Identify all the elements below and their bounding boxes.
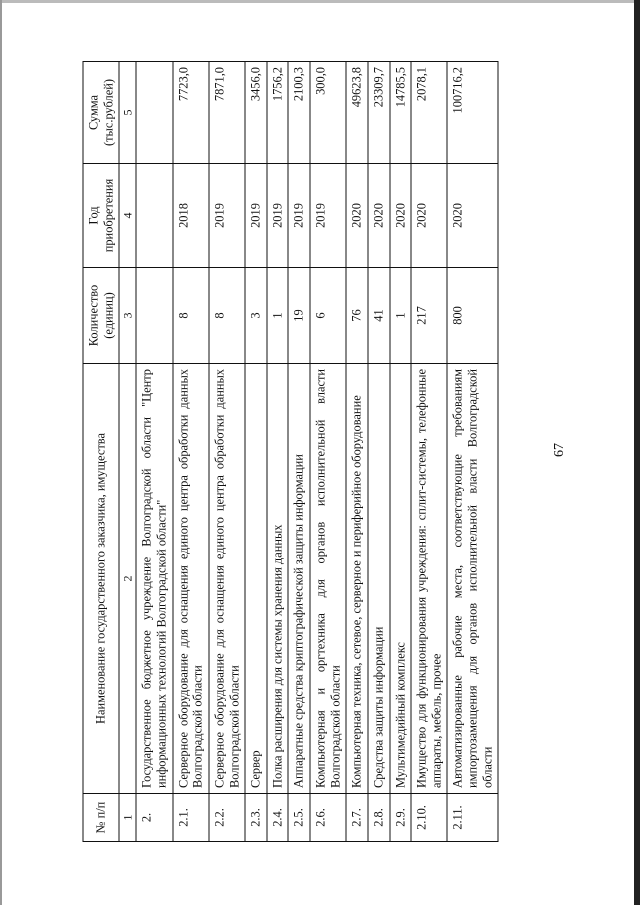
row-sum: 2078,1 xyxy=(411,62,447,164)
row-number: 2.5. xyxy=(288,794,310,842)
row-count: 8 xyxy=(173,268,209,364)
table-row xyxy=(136,62,172,842)
row-name: Серверное оборудование для оснащения единого центра обработки данных Волгоградской области xyxy=(209,364,245,794)
header-name: Наименование государственного заказчика, имущества xyxy=(83,364,119,794)
row-year: 2019 xyxy=(267,164,289,268)
row-count: 76 xyxy=(346,268,368,364)
row-year: 2019 xyxy=(288,164,310,268)
row-count: 1 xyxy=(267,268,289,364)
row-number: 2.9. xyxy=(390,794,412,842)
row-count xyxy=(136,268,172,364)
column-number-row xyxy=(119,62,136,842)
row-sum: 49623,8 xyxy=(346,62,368,164)
row-name: Государственное бюджетное учреждение Волгоградской области "Центр информационных технологий Волгоградской области" xyxy=(136,364,172,794)
table-row xyxy=(447,62,498,842)
row-year: 2020 xyxy=(447,164,498,268)
row-number: 2.2. xyxy=(209,794,245,842)
row-number: 2.11. xyxy=(447,794,498,842)
column-number: 4 xyxy=(119,164,136,268)
row-name: Мультимедийный комплекс xyxy=(390,364,412,794)
row-sum: 7871,0 xyxy=(209,62,245,164)
column-number: 3 xyxy=(119,268,136,364)
row-number: 2.8. xyxy=(368,794,390,842)
header-row xyxy=(83,62,119,842)
header-year: Год приобретения xyxy=(83,164,119,268)
column-number: 1 xyxy=(119,794,136,842)
table-row xyxy=(245,62,267,842)
row-number: 2.3. xyxy=(245,794,267,842)
table-row xyxy=(173,62,209,842)
scan-edge-top xyxy=(0,0,640,3)
row-count: 3 xyxy=(245,268,267,364)
row-sum: 1756,2 xyxy=(267,62,289,164)
row-number: 2.10. xyxy=(411,794,447,842)
row-year xyxy=(136,164,172,268)
header-number: № п/п xyxy=(83,794,119,842)
row-count: 19 xyxy=(288,268,310,364)
row-sum: 3456,0 xyxy=(245,62,267,164)
row-year: 2019 xyxy=(209,164,245,268)
row-year: 2019 xyxy=(245,164,267,268)
row-count: 800 xyxy=(447,268,498,364)
row-name: Сервер xyxy=(245,364,267,794)
row-year: 2020 xyxy=(346,164,368,268)
row-name: Серверное оборудование для оснащения единого центра обработки данных Волгоградской области xyxy=(173,364,209,794)
table-row xyxy=(346,62,368,842)
page-number: 67 xyxy=(552,443,567,457)
row-name: Компьютерная техника, сетевое, серверное и периферийное оборудование xyxy=(346,364,368,794)
table-row xyxy=(288,62,310,842)
table-row xyxy=(310,62,346,842)
row-number: 2.7. xyxy=(346,794,368,842)
row-number: 2.4. xyxy=(267,794,289,842)
row-sum: 100716,2 xyxy=(447,62,498,164)
row-name: Аппаратные средства криптографической защиты информации xyxy=(288,364,310,794)
row-sum: 7723,0 xyxy=(173,62,209,164)
row-year: 2020 xyxy=(411,164,447,268)
scan-edge-left xyxy=(0,0,2,905)
row-count: 217 xyxy=(411,268,447,364)
row-year: 2019 xyxy=(310,164,346,268)
row-number: 2. xyxy=(136,794,172,842)
table-row xyxy=(267,62,289,842)
table-row xyxy=(209,62,245,842)
row-name: Имущество для функционирования учреждения: сплит-системы, телефонные аппараты, мебель, прочее xyxy=(411,364,447,794)
row-count: 41 xyxy=(368,268,390,364)
row-name: Компьютерная и оргтехника для органов исполнительной власти Волгоградской области xyxy=(310,364,346,794)
row-name: Автоматизированные рабочие места, соответствующие требованиям импортозамещения для органов исполнительной власти Волгоградской области xyxy=(447,364,498,794)
header-sum: Сумма (тыс.рублей) xyxy=(83,62,119,164)
row-sum: 2100,3 xyxy=(288,62,310,164)
row-name: Средства защиты информации xyxy=(368,364,390,794)
row-sum xyxy=(136,62,172,164)
row-sum: 23309,7 xyxy=(368,62,390,164)
row-sum: 300,0 xyxy=(310,62,346,164)
rotated-document xyxy=(83,62,558,842)
row-sum: 14785,5 xyxy=(390,62,412,164)
column-number: 5 xyxy=(119,62,136,164)
row-number: 2.6. xyxy=(310,794,346,842)
row-count: 1 xyxy=(390,268,412,364)
column-number: 2 xyxy=(119,364,136,794)
row-count: 6 xyxy=(310,268,346,364)
row-year: 2018 xyxy=(173,164,209,268)
header-count: Количество (единиц) xyxy=(83,268,119,364)
table-row xyxy=(368,62,390,842)
table-row xyxy=(411,62,447,842)
scan-edge-right xyxy=(634,0,640,905)
row-count: 8 xyxy=(209,268,245,364)
row-name: Полка расширения для системы хранения данных xyxy=(267,364,289,794)
row-number: 2.1. xyxy=(173,794,209,842)
row-year: 2020 xyxy=(390,164,412,268)
property-table xyxy=(83,61,499,842)
table-row xyxy=(390,62,412,842)
row-year: 2020 xyxy=(368,164,390,268)
